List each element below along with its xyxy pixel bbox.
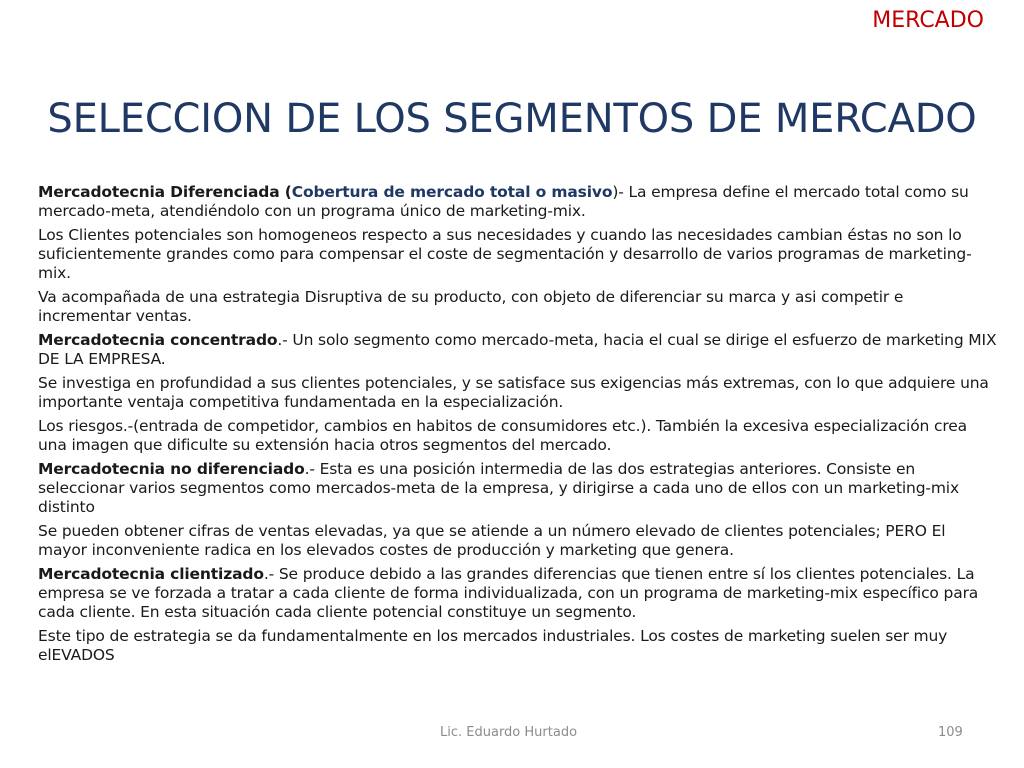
paragraph-text: .- Un solo segmento como mercado-meta, hacia el cual se dirige el esfuerzo de marketing MIX DE LA EMPRESA. [38,331,997,368]
paragraph-disruptiva: Va acompañada de una estrategia Disruptiva de su producto, con objeto de diferenciar su marca y asi competir e incrementar ventas. [38,288,904,325]
footer-author: Lic. Eduardo Hurtado [440,725,578,740]
paragraph-industriales: Este tipo de estrategia se da fundamentalmente en los mercados industriales. Los costes de marketing suelen ser muy elEVADOS [38,627,948,664]
page-number: 109 [938,725,963,740]
paragraph-diferenciada [38,183,998,221]
paragraph-text: .- Esta es una posición intermedia de las dos estrategias anteriores. Consiste en seleccionar varios segmentos como mercados-meta de la empresa, y dirigirse a cada uno de ellos con un marketing-mix distinto [38,460,959,516]
paren-open: ( [279,183,292,201]
paragraph-clientizado [38,565,998,622]
paragraph-no-diferenciado [38,460,998,517]
section-label: MERCADO [872,8,984,33]
paragraph-text: - La empresa define el mercado total como su mercado-meta, atendiéndolo con un programa único de marketing-mix. [38,183,969,220]
term-clientizado: Mercadotecnia clientizado [38,565,264,583]
slide-title: SELECCION DE LOS SEGMENTOS DE MERCADO [47,96,977,142]
term-diferenciada: Mercadotecnia Diferenciada [38,183,280,201]
term-no-diferenciado: Mercadotecnia no diferenciado [38,460,305,478]
coverage-note: Cobertura de mercado total o masivo [291,183,613,201]
paragraph-riesgos: Los riesgos.-(entrada de competidor, cambios en habitos de consumidores etc.). También la excesiva especialización crea una imagen que dificulte su extensión hacia otros segmentos del mercado. [38,417,967,454]
paragraph-ventas: Se pueden obtener cifras de ventas elevadas, ya que se atiende a un número elevado de clientes potenciales; PERO El mayor inconveniente radica en los elevados costes de producción y marketing que genera. [38,522,946,559]
paragraph-concentrado [38,331,998,369]
paragraph-text: .- Se produce debido a las grandes diferencias que tienen entre sí los clientes potenciales. La empresa se ve forzada a tratar a cada cliente de forma individualizada, con un programa de marketing-mix específico para cada cliente. En esta situación cada cliente potencial constituye un segmento. [38,565,979,621]
slide-body [38,183,998,670]
paragraph-investiga: Se investiga en profundidad a sus clientes potenciales, y se satisface sus exigencias más extremas, con lo que adquiere una importante ventaja competitiva fundamentada en la especialización. [38,374,989,411]
paragraph-clientes: Los Clientes potenciales son homogeneos respecto a sus necesidades y cuando las necesidades cambian éstas no son lo suficientemente grandes como para compensar el coste de segmentación y desarrollo de varios programas de marketing-mix. [38,226,972,282]
paren-close: ) [612,183,619,201]
term-concentrado: Mercadotecnia concentrado [38,331,278,349]
